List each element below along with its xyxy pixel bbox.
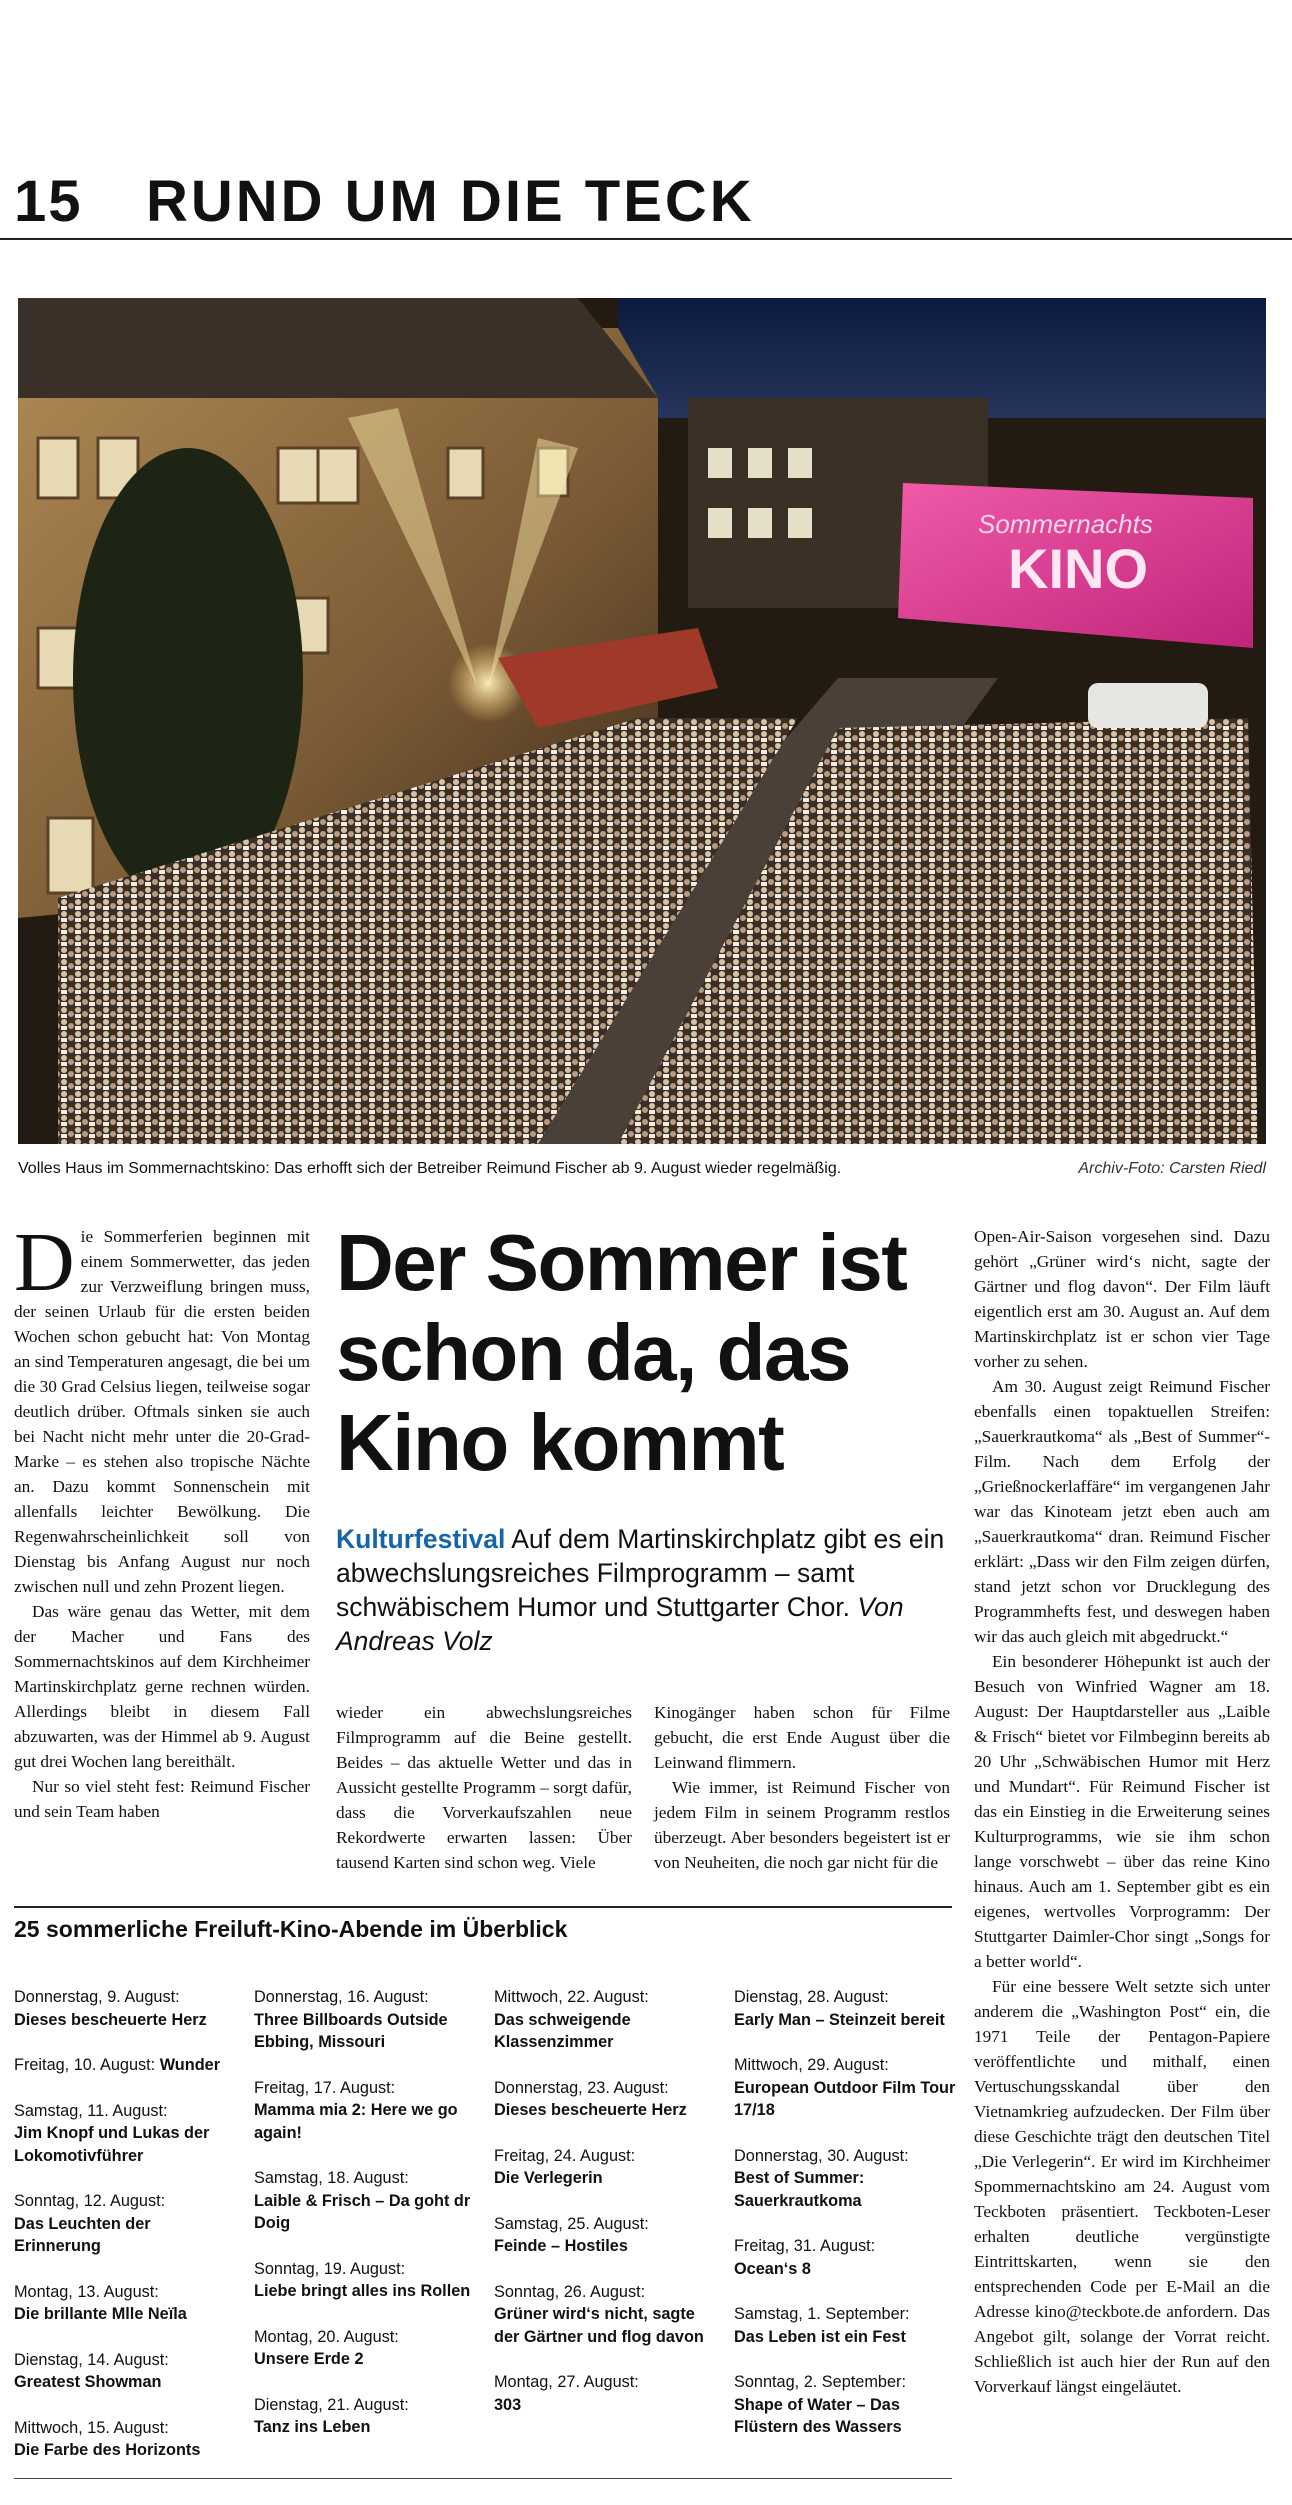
program-entry — [734, 2303, 959, 2348]
screening-date: Freitag, 10. August: — [14, 2056, 156, 2074]
paragraph: Am 30. August zeigt Reimund Fischer ebenfalls einen topaktuellen Streifen: „Sauerkrautkoma“ als „Best of Summer“-Film. Nach dem Erfolg der „Grießnockerlaffäre“ im vergangenen Jahr war das Kinoteam jetzt eben auch am „Sauerkrautkoma“ dran. Reimund Fischer erklärt: „Dass wir den Film zeigen dürfen, stand jetzt schon vor Drucklegung des Programmhefts fest, und deswegen haben wir das auch gleich mit abgedruckt.“ — [974, 1377, 1270, 1646]
program-box-rule — [14, 1906, 952, 1908]
screening-date: Montag, 27. August: — [494, 2373, 639, 2391]
program-entry — [254, 2167, 479, 2235]
screening-date: Samstag, 1. September: — [734, 2305, 910, 2323]
program-entry — [254, 2077, 479, 2145]
screening-date: Mittwoch, 15. August: — [14, 2418, 169, 2437]
screening-date: Mittwoch, 22. August: — [494, 1988, 649, 2006]
article-column-3 — [654, 1700, 950, 1875]
screening-date: Freitag, 31. August: — [734, 2237, 876, 2255]
screening-title: Three Billboards Outside Ebbing, Missouri — [254, 2010, 448, 2051]
screening-date: Mittwoch, 29. August: — [734, 2056, 889, 2074]
screening-title: Laible & Frisch – Da goht dr Doig — [254, 2191, 471, 2232]
program-entry — [734, 2235, 959, 2280]
program-entry — [254, 1986, 479, 2054]
screening-date: Dienstag, 28. August: — [734, 1988, 889, 2006]
paragraph: Wie immer, ist Reimund Fischer von jedem Film in seinem Programm restlos überzeugt. Aber besonders begeistert ist er von Neuheiten, die noch gar nicht für die — [654, 1778, 950, 1872]
program-title: 25 sommerliche Freiluft-Kino-Abende im Überblick — [14, 1916, 568, 1942]
screening-title: Das Leben ist ein Fest — [734, 2327, 906, 2346]
program-entry — [14, 1986, 239, 2031]
screening-date: Donnerstag, 9. August: — [14, 1988, 180, 2006]
screening-date: Montag, 13. August: — [14, 2282, 159, 2301]
program-entry — [14, 2100, 239, 2168]
kicker: Kulturfestival — [336, 1524, 506, 1554]
program-entry — [14, 2417, 239, 2462]
screening-date: Freitag, 24. August: — [494, 2146, 636, 2165]
paragraph: Open-Air-Saison vorgesehen sind. Dazu gehört „Grüner wird‘s nicht, sagte der Gärtner und flog davon“. Der Film läuft eigentlich erst am 30. August an. Auf dem Martinskirchplatz ist er schon vier Tage vorher zu sehen. — [974, 1227, 1270, 1371]
program-entry — [254, 2258, 479, 2303]
screening-title: Best of Summer: Sauerkrautkoma — [734, 2169, 865, 2210]
program-entry — [14, 2054, 239, 2077]
page-number: 15 — [14, 169, 83, 234]
screening-title: Dieses bescheuerte Herz — [494, 2101, 687, 2119]
screening-title: Die brillante Mlle Neïla — [14, 2305, 187, 2323]
paragraph: Kinogänger haben schon für Filme gebucht, die erst Ende August über die Leinwand flimmern. — [654, 1703, 950, 1772]
screening-title: Unsere Erde 2 — [254, 2350, 364, 2368]
program-entry — [494, 2077, 719, 2122]
program-entry — [14, 2349, 239, 2394]
courtyard-cinema-illustration — [18, 298, 1266, 1144]
screening-date: Sonntag, 2. September: — [734, 2373, 906, 2391]
cinema-photo — [18, 298, 1266, 1144]
program-bottom-rule — [14, 2478, 952, 2479]
screening-title: 303 — [494, 2395, 522, 2414]
article-column-4 — [974, 1224, 1270, 2399]
screening-title: Wunder — [159, 2056, 221, 2074]
article-column-2 — [336, 1700, 632, 1875]
program-entry — [494, 1986, 719, 2054]
screening-title: Die Farbe des Horizonts — [14, 2441, 201, 2459]
screen-text-top: Sommernachts — [978, 509, 1153, 539]
screening-title: Dieses bescheuerte Herz — [14, 2010, 207, 2029]
paragraph: Nur so viel steht fest: Reimund Fischer und sein Team haben — [14, 1777, 310, 1821]
screening-title: Shape of Water – Das Flüstern des Wassers — [734, 2395, 902, 2436]
screening-date: Dienstag, 14. August: — [14, 2350, 169, 2369]
screening-title: Mamma mia 2: Here we go again! — [254, 2101, 458, 2142]
teaser-text: Auf dem Martinskirchplatz gibt es ein abwechslungsreiches Filmprogramm – samt schwäbischem Humor und Stuttgarter Chor. — [336, 1524, 945, 1622]
program-entry — [14, 2281, 239, 2326]
paragraph: ie Sommerferien beginnen mit einem Sommerwetter, das jeden zur Verzweiflung bringen muss, der seinen Urlaub für die ersten beiden Wochen schon gebucht hat: Von Montag an sind Temperaturen angesagt, die bei um die 30 Grad Celsius liegen, teilweise sogar deutlich drüber. Oftmals sinken sie auch bei Nacht nicht mehr unter die 20-Grad-Marke – es stehen also tropische Nächte an. Dazu kommt Sonnenschein mit allenfalls leichter Bewölkung. Die Regenwahrscheinlichkeit soll von Dienstag bis Anfang August nur noch zwischen null und zehn Prozent liegen. — [14, 1227, 310, 1596]
screening-title: Ocean‘s 8 — [734, 2259, 811, 2278]
screen-text-main: KINO — [1008, 537, 1148, 600]
screening-date: Sonntag, 12. August: — [14, 2192, 166, 2210]
screening-date: Donnerstag, 23. August: — [494, 2078, 669, 2097]
article-column-1 — [14, 1216, 310, 1824]
program-entry — [734, 2145, 959, 2213]
screening-date: Donnerstag, 16. August: — [254, 1988, 429, 2006]
screening-title: Das schweigende Klassenzimmer — [494, 2010, 631, 2051]
paragraph: Ein besonderer Höhepunkt ist auch der Besuch von Winfried Wagner am 18. August: Der Hauptdarsteller aus „Laible & Frisch“ bietet vor Filmbeginn bereits ab 20 Uhr „Schwäbischen Humor mit Herz und Mundart“. Für Reimund Fischer ist das ein Einstieg in die Erweiterung seines Kulturprogramms, wie sie ihm schon lange vorschwebt – über das reine Kino hinaus. Auch am 1. September gibt es ein eigenes, wertvolles Vorprogramm: Der Stuttgarter Daimler-Chor singt „Songs for a better world“. — [974, 1652, 1270, 1971]
program-entry — [254, 2326, 479, 2371]
author-byline: Von Andreas Volz — [336, 1592, 904, 1656]
program-entry — [494, 2145, 719, 2190]
screening-date: Montag, 20. August: — [254, 2327, 399, 2346]
teaser — [336, 1522, 946, 1658]
screening-title: Jim Knopf und Lukas der Lokomotivführer — [14, 2124, 210, 2165]
program-entry — [494, 2213, 719, 2258]
screening-title: Greatest Showman — [14, 2373, 162, 2391]
screening-date: Freitag, 17. August: — [254, 2078, 396, 2097]
paragraph: Für eine bessere Welt setzte sich unter anderem die „Washington Post“ ein, die 1971 Teile der Pentagon-Papiere veröffentlichte und mithalf, einen Vertuschungsskandal über den Vietnamkrieg aufzudecken. Der Film über diese Geschichte trägt den deutschen Titel „Die Verlegerin“. Er wird im Kirchheimer Spommernachtskino am 24. August vom Teckboten präsentiert. Teckboten-Leser erhalten deutliche vergünstigte Eintrittskarten, wenn sie den entsprechenden Code per E-Mail an die Adresse kino@teckbote.de anfordern. Das Angebot gilt, solange der Vorrat reicht. Schließlich ist auch hier der Run auf den Vorverkauf längst eingeläutet. — [974, 1977, 1270, 2396]
photo-caption — [18, 1160, 1266, 1178]
screening-date: Sonntag, 26. August: — [494, 2282, 646, 2301]
screening-date: Dienstag, 21. August: — [254, 2395, 409, 2414]
page-header — [0, 0, 1292, 242]
program-column-2 — [254, 1986, 479, 2462]
header-rule — [0, 238, 1292, 240]
screening-date: Donnerstag, 30. August: — [734, 2146, 909, 2165]
paragraph: wieder ein abwechslungsreiches Filmprogramm auf die Beine gestellt. Beides – das aktuelle Wetter und das in Aussicht gestellte Programm – sorgt dafür, dass die Vorverkaufszahlen neue Rekordwerte erwarten lassen: Über tausend Karten sind schon weg. Viele — [336, 1703, 632, 1872]
caption-text: Volles Haus im Sommernachtskino: Das erhofft sich der Betreiber Reimund Fischer ab 9. August wieder regelmäßig. — [18, 1160, 842, 1177]
screening-title: Das Leuchten der Erinnerung — [14, 2214, 151, 2255]
screening-title: Liebe bringt alles ins Rollen — [254, 2282, 471, 2300]
screening-date: Samstag, 18. August: — [254, 2169, 409, 2187]
section-title: RUND UM DIE TECK — [146, 169, 755, 234]
screening-title: Early Man – Steinzeit bereit — [734, 2010, 945, 2029]
photo-credit: Archiv-Foto: Carsten Riedl — [1078, 1160, 1266, 1177]
program-column-4 — [734, 1986, 959, 2462]
program-entry — [734, 1986, 959, 2031]
paragraph: Das wäre genau das Wetter, mit dem der Macher und Fans des Sommernachtskinos auf dem Kirchheimer Martinskirchplatz gerne rechnen würden. Allerdings bleibt in diesem Fall abzuwarten, was der Himmel ab 9. August gut drei Wochen lang bereithält. — [14, 1602, 310, 1771]
screening-date: Sonntag, 19. August: — [254, 2259, 406, 2278]
screening-title: Feinde – Hostiles — [494, 2237, 628, 2255]
headline: Der Sommer ist schon da, das Kino kommt — [336, 1218, 907, 1487]
program-entry — [254, 2394, 479, 2439]
program-entry — [734, 2054, 959, 2122]
screening-title: Grüner wird‘s nicht, sagte der Gärtner und flog davon — [494, 2305, 704, 2346]
drop-cap: D — [14, 1216, 75, 1309]
screening-title: Tanz ins Leben — [254, 2418, 371, 2436]
program-entry — [14, 2190, 239, 2258]
screening-date: Samstag, 25. August: — [494, 2214, 649, 2233]
screening-title: Die Verlegerin — [494, 2169, 603, 2187]
program-column-3 — [494, 1986, 719, 2439]
program-entry — [494, 2281, 719, 2349]
program-column-1 — [14, 1986, 239, 2485]
screening-title: European Outdoor Film Tour 17/18 — [734, 2078, 956, 2119]
screening-date: Samstag, 11. August: — [14, 2101, 168, 2120]
program-entry — [494, 2371, 719, 2416]
program-entry — [734, 2371, 959, 2439]
